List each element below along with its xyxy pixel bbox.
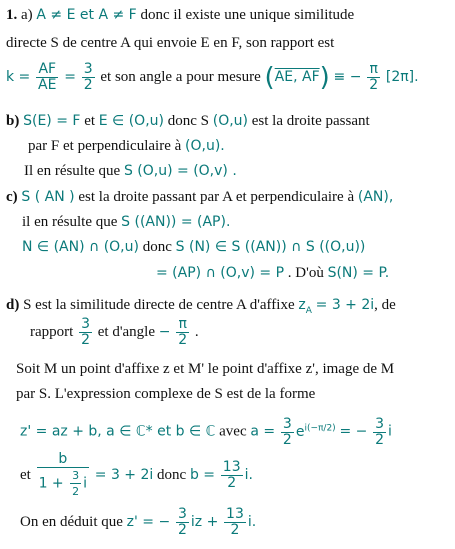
fraction-3-2: $\frac{3}{2}$ bbox=[282, 415, 292, 448]
math: E ∈ (O,u) bbox=[98, 113, 164, 129]
fraction-3-2: $\frac{3}{2}$ bbox=[375, 415, 385, 448]
math: S ((AN)) = (AP). bbox=[121, 214, 231, 230]
math: iz + bbox=[190, 514, 219, 530]
math: i bbox=[388, 423, 392, 440]
fraction-pi-2: $\frac{\pi}{2}$ bbox=[369, 61, 379, 94]
math: a = bbox=[250, 423, 276, 440]
fraction-af-ae: $\frac{AF}{AE}$ bbox=[38, 61, 57, 94]
text: et bbox=[84, 113, 96, 129]
math: (O,u). bbox=[185, 138, 225, 154]
part4-line7 bbox=[20, 506, 256, 538]
part4-line6 bbox=[20, 452, 253, 499]
text: S est la similitude directe de centre A d'affixe bbox=[23, 297, 295, 313]
item-letter: d) bbox=[6, 297, 20, 313]
fraction-13-2: $\frac{13}{2}$ bbox=[222, 459, 241, 491]
math: − bbox=[158, 324, 171, 340]
part2-line2 bbox=[28, 137, 225, 155]
text: par S. L'expression complexe de S est de la forme bbox=[16, 386, 316, 402]
math: S(N) = P. bbox=[327, 265, 390, 281]
text: est la droite passant bbox=[251, 113, 370, 129]
text: rapport bbox=[30, 324, 74, 340]
text: donc bbox=[142, 239, 172, 255]
fraction-3-2: $\frac{3}{2}$ bbox=[177, 506, 187, 539]
math: S(E) = F bbox=[23, 113, 81, 129]
exponential: $e^{i(-\pi/2)}$ bbox=[295, 423, 336, 440]
part2-line3 bbox=[24, 162, 237, 180]
equals: = bbox=[64, 69, 76, 85]
fraction-3-2: $\frac{3}{2}$ bbox=[81, 316, 90, 349]
math: = − bbox=[339, 423, 368, 440]
math: i. bbox=[244, 466, 253, 483]
item-number: 1. bbox=[6, 7, 18, 23]
part3-line2 bbox=[22, 213, 230, 231]
k-label: k = bbox=[6, 69, 31, 85]
text: et bbox=[20, 466, 31, 483]
item-letter: b) bbox=[6, 113, 20, 129]
math: S (N) ∈ S ((AN)) ∩ S ((O,u)) bbox=[175, 239, 366, 255]
text: On en déduit que bbox=[20, 514, 123, 530]
text: est la droite passant par A et perpendiculaire à bbox=[78, 189, 355, 205]
part4-line4 bbox=[16, 385, 315, 403]
math: S ( AN ) bbox=[21, 189, 75, 205]
item-letter: c) bbox=[6, 189, 18, 205]
text: , de bbox=[374, 297, 396, 313]
text: donc S bbox=[167, 113, 209, 129]
text: . D'où bbox=[287, 265, 324, 281]
part4-line2 bbox=[30, 316, 199, 348]
math: b = bbox=[189, 466, 216, 483]
angle-vectors: AE, AF bbox=[274, 69, 320, 85]
math: S (O,u) = (O,v) . bbox=[123, 163, 237, 179]
fraction-3-2: $\frac{3}{2}$ bbox=[83, 61, 93, 94]
text: et son angle a pour mesure bbox=[100, 69, 261, 85]
math: z' = az + b, a ∈ ℂ* et b ∈ ℂ bbox=[20, 423, 216, 440]
math: (AN), bbox=[357, 189, 394, 205]
part4-line3 bbox=[16, 360, 394, 378]
modulo: [2π]. bbox=[385, 69, 419, 85]
text: et d'angle bbox=[97, 324, 156, 340]
text: donc il existe une unique similitude bbox=[140, 7, 355, 23]
math: z' = − bbox=[126, 514, 171, 530]
part4-line5 bbox=[20, 412, 392, 448]
fraction-pi-2: $\frac{\pi}{2}$ bbox=[178, 316, 188, 349]
text: Il en résulte que bbox=[24, 163, 121, 179]
text: donc bbox=[157, 466, 187, 483]
math: i. bbox=[247, 514, 257, 530]
part3-line3 bbox=[22, 238, 365, 256]
fraction-b-over: b 1 + $\frac{3}{2}$ i bbox=[38, 451, 88, 498]
text: Soit M un point d'affixe z et M' le point d'affixe z', image de M bbox=[16, 361, 395, 377]
math: = 3 + 2i bbox=[94, 466, 154, 483]
text: avec bbox=[219, 423, 247, 440]
part2-line1 bbox=[6, 112, 370, 130]
condition: A ≠ E et A ≠ F bbox=[36, 7, 137, 23]
math: = (AP) ∩ (O,v) = P bbox=[156, 265, 285, 281]
text: . bbox=[194, 324, 199, 340]
part1-line1 bbox=[6, 6, 354, 24]
part3-line4 bbox=[156, 264, 389, 282]
item-letter: a) bbox=[21, 7, 33, 23]
math: N ∈ (AN) ∩ (O,u) bbox=[22, 239, 139, 255]
congruent: ≡ − bbox=[333, 69, 362, 85]
math: (O,u) bbox=[212, 113, 249, 129]
part1-line3: k = $\frac{AF}{AE}$ = $\frac{3}{2}$ et son angle a pour mesure (AE, AF) ≡ − $\frac{\pi}{2}$ [2π]. bbox=[6, 61, 419, 94]
text: il en résulte que bbox=[22, 214, 118, 230]
affix-za: $z_A$ bbox=[298, 297, 312, 316]
fraction-13-2: $\frac{13}{2}$ bbox=[226, 506, 244, 539]
text: par F et perpendiculaire à bbox=[28, 138, 182, 154]
text: directe S de centre A qui envoie E en F, son rapport est bbox=[6, 35, 335, 51]
math: = 3 + 2i bbox=[315, 297, 375, 313]
part3-line1 bbox=[6, 188, 393, 206]
part1-line2 bbox=[6, 34, 334, 52]
